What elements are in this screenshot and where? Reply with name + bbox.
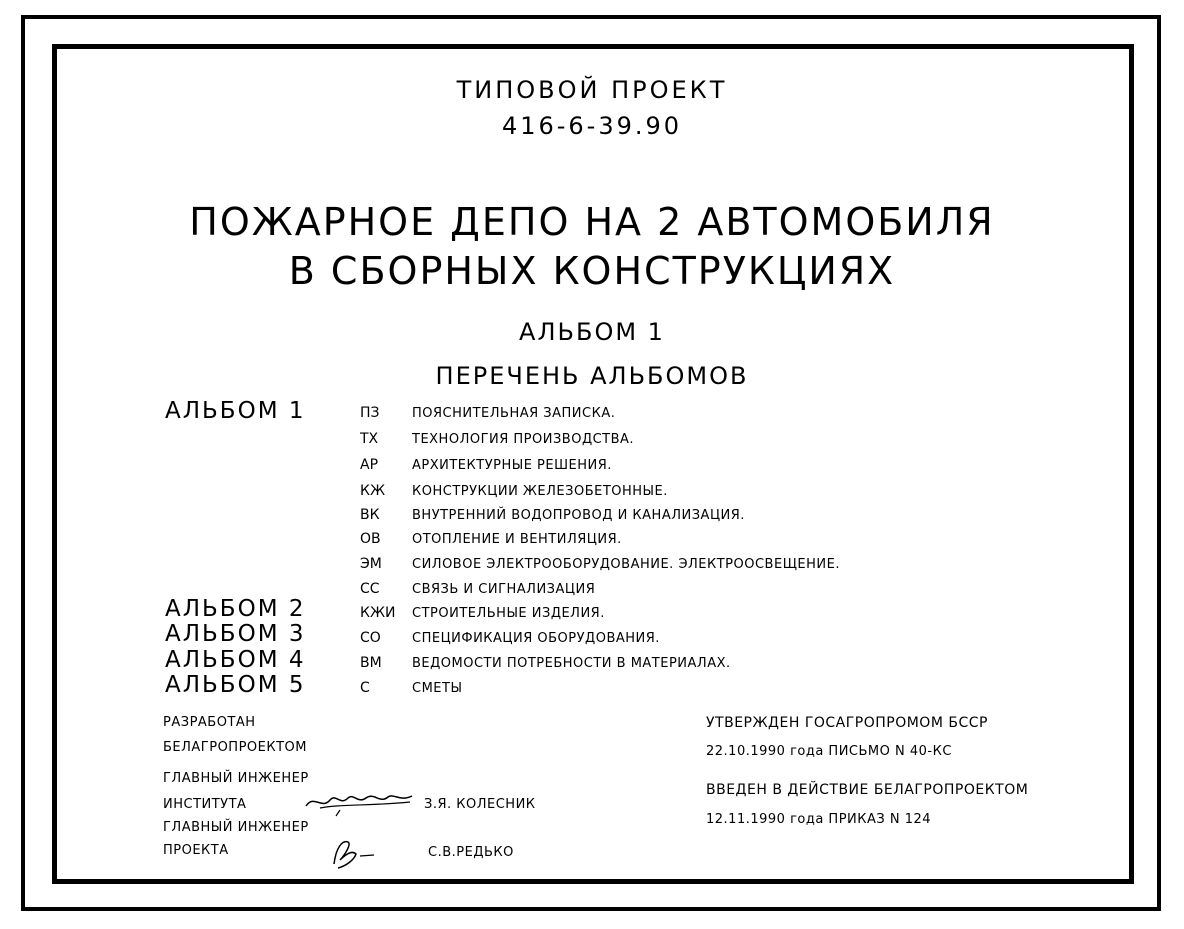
album-2-label: АЛЬБОМ 2 xyxy=(165,596,306,622)
chief-engineer-project-name: С.В.РЕДЬКО xyxy=(428,845,514,860)
introduced-by: ВВЕДЕН В ДЕЙСТВИЕ БЕЛАГРОПРОЕКТОМ xyxy=(706,782,1029,798)
section-name: СТРОИТЕЛЬНЫЕ ИЗДЕЛИЯ. xyxy=(412,606,605,621)
developed-by-label: РАЗРАБОТАН xyxy=(163,715,256,730)
section-code: СС xyxy=(360,581,380,597)
section-code: СО xyxy=(360,630,381,646)
approved-date: 22.10.1990 года ПИСЬМО N 40-КС xyxy=(706,744,952,759)
chief-engineer-institute-label: ГЛАВНЫЙ ИНЖЕНЕР xyxy=(163,771,309,786)
section-code: ОВ xyxy=(360,531,381,547)
section-name: АРХИТЕКТУРНЫЕ РЕШЕНИЯ. xyxy=(412,458,612,473)
section-code: ВК xyxy=(360,507,380,523)
album-3-label: АЛЬБОМ 3 xyxy=(165,621,306,647)
section-code: ТХ xyxy=(360,431,379,447)
album-1-label: АЛЬБОМ 1 xyxy=(165,398,306,424)
signature-kolesnik xyxy=(300,784,420,818)
section-name: ВНУТРЕННИЙ ВОДОПРОВОД И КАНАЛИЗАЦИЯ. xyxy=(412,508,745,523)
album-4-label: АЛЬБОМ 4 xyxy=(165,647,306,673)
section-name: ОТОПЛЕНИЕ И ВЕНТИЛЯЦИЯ. xyxy=(412,532,622,547)
section-name: ТЕХНОЛОГИЯ ПРОИЗВОДСТВА. xyxy=(412,432,635,447)
album-5-label: АЛЬБОМ 5 xyxy=(165,672,306,698)
title-line-2: В СБОРНЫХ КОНСТРУКЦИЯХ xyxy=(288,249,896,293)
title-line-1: ПОЖАРНОЕ ДЕПО НА 2 АВТОМОБИЛЯ xyxy=(189,200,995,244)
signature-redko xyxy=(326,834,386,874)
section-name: КОНСТРУКЦИИ ЖЕЛЕЗОБЕТОННЫЕ. xyxy=(412,484,668,499)
section-code: ЭМ xyxy=(360,556,382,572)
chief-engineer-project-label: ГЛАВНЫЙ ИНЖЕНЕР xyxy=(163,820,309,835)
chief-engineer-institute-name: З.Я. КОЛЕСНИК xyxy=(424,797,536,812)
album-list-title: ПЕРЕЧЕНЬ АЛЬБОМОВ xyxy=(435,362,749,390)
section-code: КЖ xyxy=(360,483,386,499)
section-name: СИЛОВОЕ ЭЛЕКТРООБОРУДОВАНИЕ. ЭЛЕКТРООСВЕЩЕНИЕ. xyxy=(412,557,840,572)
project-type: ТИПОВОЙ ПРОЕКТ xyxy=(456,76,728,104)
section-name: ПОЯСНИТЕЛЬНАЯ ЗАПИСКА. xyxy=(412,406,616,421)
album-label: АЛЬБОМ 1 xyxy=(519,318,665,346)
section-code: ВМ xyxy=(360,655,382,671)
section-name: СПЕЦИФИКАЦИЯ ОБОРУДОВАНИЯ. xyxy=(412,631,660,646)
institute-label: ИНСТИТУТА xyxy=(163,797,247,812)
section-code: АР xyxy=(360,457,379,473)
section-code: ПЗ xyxy=(360,405,380,421)
section-name: ВЕДОМОСТИ ПОТРЕБНОСТИ В МАТЕРИАЛАХ. xyxy=(412,656,731,671)
section-name: СМЕТЫ xyxy=(412,681,463,696)
section-code: С xyxy=(360,680,370,696)
project-label: ПРОЕКТА xyxy=(163,843,229,858)
section-name: СВЯЗЬ И СИГНАЛИЗАЦИЯ xyxy=(412,582,596,597)
project-number: 416-6-39.90 xyxy=(501,112,683,140)
approved-by: УТВЕРЖДЕН ГОСАГРОПРОМОМ БССР xyxy=(706,715,988,731)
developer-organization: БЕЛАГРОПРОЕКТОМ xyxy=(163,740,307,755)
introduced-date: 12.11.1990 года ПРИКАЗ N 124 xyxy=(706,812,932,827)
section-code: КЖИ xyxy=(360,605,396,621)
